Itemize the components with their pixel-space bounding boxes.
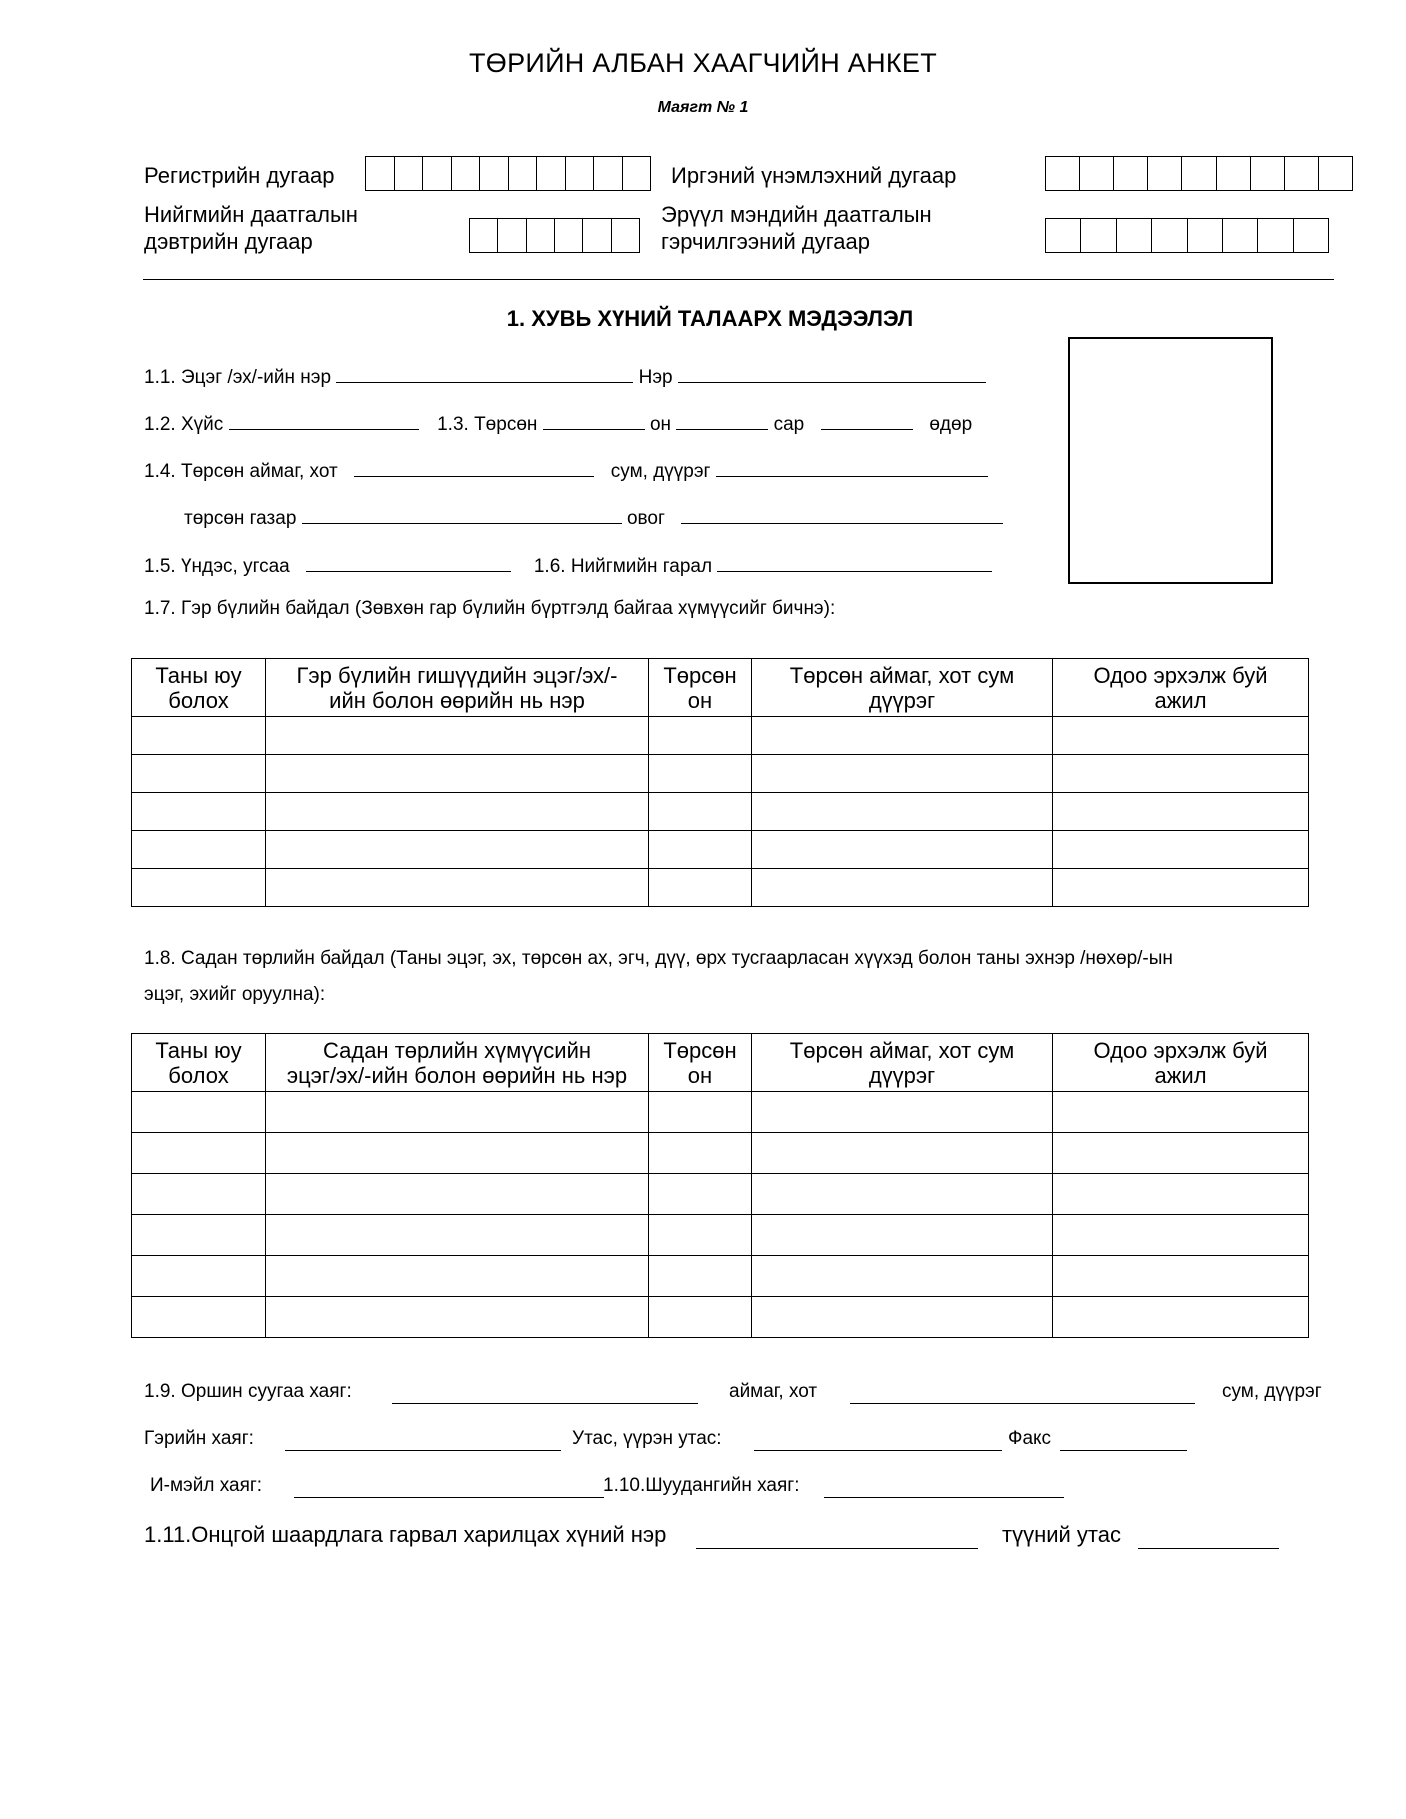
table-cell[interactable]	[752, 1092, 1053, 1133]
table-cell[interactable]	[649, 1297, 752, 1338]
table-row	[132, 1174, 1309, 1215]
gender-label: 1.2. Хүйс	[144, 414, 224, 435]
birth-month-field[interactable]	[676, 409, 768, 430]
table-row	[132, 1092, 1309, 1133]
table-cell[interactable]	[649, 1215, 752, 1256]
table-cell[interactable]	[132, 793, 266, 831]
birth-district-label: сум, дүүрэг	[610, 461, 711, 482]
table-cell[interactable]	[649, 831, 752, 869]
family-header-job: Одоо эрхэлж буй ажил	[1053, 659, 1309, 717]
table-cell[interactable]	[266, 1133, 649, 1174]
email-field[interactable]	[294, 1477, 604, 1498]
table-cell[interactable]	[649, 793, 752, 831]
table-cell[interactable]	[266, 793, 649, 831]
table-cell[interactable]	[1053, 717, 1309, 755]
table-row	[132, 1256, 1309, 1297]
table-cell[interactable]	[752, 717, 1053, 755]
table-cell[interactable]	[266, 1256, 649, 1297]
table-cell[interactable]	[266, 717, 649, 755]
table-cell[interactable]	[752, 1215, 1053, 1256]
table-row	[132, 755, 1309, 793]
name-label: Нэр	[638, 367, 673, 388]
row-birthplace	[184, 503, 1003, 530]
social-origin-field[interactable]	[717, 551, 992, 572]
table-cell[interactable]	[266, 755, 649, 793]
table-row	[132, 1133, 1309, 1174]
fax-field[interactable]	[1060, 1430, 1187, 1451]
table-cell[interactable]	[266, 1174, 649, 1215]
family-status-label: 1.7. Гэр бүлийн байдал (Зөвхөн гар бүлийн бүртгэлд байгаа хүмүүсийг бичнэ):	[144, 598, 836, 619]
family-header-name: Гэр бүлийн гишүүдийн эцэг/эх/- ийн болон өөрийн нь нэр	[266, 659, 649, 717]
register-number-boxes[interactable]	[365, 156, 651, 191]
residence-aimag-field[interactable]	[850, 1383, 1195, 1404]
ethnicity-label: 1.5. Үндэс, угсаа	[144, 556, 290, 577]
table-cell[interactable]	[266, 1092, 649, 1133]
table-cell[interactable]	[752, 1174, 1053, 1215]
table-cell[interactable]	[1053, 1215, 1309, 1256]
day-label: өдөр	[929, 414, 973, 435]
table-cell[interactable]	[649, 1133, 752, 1174]
relatives-header-year: Төрсөн он	[649, 1034, 752, 1092]
citizen-id-label: Иргэний үнэмлэхний дугаар	[671, 163, 957, 188]
residence-field[interactable]	[392, 1383, 698, 1404]
family-table-header	[132, 659, 1309, 717]
table-cell[interactable]	[266, 869, 649, 907]
emergency-phone-label: түүний утас	[1002, 1522, 1121, 1547]
social-origin-label: 1.6. Нийгмийн гарал	[533, 556, 713, 577]
citizen-id-boxes[interactable]	[1045, 156, 1353, 191]
clan-field[interactable]	[681, 503, 1003, 524]
health-insurance-label-2: гэрчилгээний дугаар	[661, 229, 870, 254]
table-cell[interactable]	[266, 1297, 649, 1338]
relatives-header-relation: Таны юу болох	[132, 1034, 266, 1092]
emergency-contact-field[interactable]	[696, 1524, 978, 1549]
table-cell[interactable]	[1053, 1092, 1309, 1133]
table-cell[interactable]	[649, 1256, 752, 1297]
clan-label: овог	[626, 508, 665, 529]
table-cell[interactable]	[649, 1092, 752, 1133]
table-cell[interactable]	[649, 1174, 752, 1215]
table-cell[interactable]	[266, 1215, 649, 1256]
table-cell[interactable]	[132, 1215, 266, 1256]
table-cell[interactable]	[1053, 1133, 1309, 1174]
birthplace-field[interactable]	[302, 503, 622, 524]
email-label: И-мэйл хаяг:	[150, 1475, 263, 1496]
table-cell[interactable]	[649, 869, 752, 907]
table-row	[132, 1215, 1309, 1256]
ethnicity-field[interactable]	[306, 551, 511, 572]
table-cell[interactable]	[132, 717, 266, 755]
fax-label: Факс	[1008, 1428, 1052, 1449]
table-cell[interactable]	[1053, 1174, 1309, 1215]
relatives-header-job: Одоо эрхэлж буй ажил	[1053, 1034, 1309, 1092]
home-address-label: Гэрийн хаяг:	[144, 1428, 254, 1449]
birth-year-field[interactable]	[543, 409, 645, 430]
social-insurance-label-2: дэвтрийн дугаар	[144, 229, 313, 254]
birth-aimag-label: 1.4. Төрсөн аймаг, хот	[144, 461, 338, 482]
birth-day-field[interactable]	[821, 409, 913, 430]
month-label: сар	[773, 414, 805, 435]
table-cell[interactable]	[1053, 1256, 1309, 1297]
table-cell[interactable]	[132, 1092, 266, 1133]
table-cell[interactable]	[752, 1256, 1053, 1297]
residence-label: 1.9. Оршин суугаа хаяг:	[144, 1381, 352, 1402]
birth-label: 1.3. Төрсөн	[437, 414, 538, 435]
residence-district-label: сум, дүүрэг	[1222, 1381, 1322, 1402]
table-cell[interactable]	[132, 831, 266, 869]
year-label: он	[649, 414, 672, 435]
health-insurance-boxes[interactable]	[1045, 218, 1329, 253]
phone-label: Утас, үүрэн утас:	[572, 1428, 722, 1449]
table-row	[132, 793, 1309, 831]
family-header-relation: Таны юу болох	[132, 659, 266, 717]
relatives-label-2: эцэг, эхийг оруулна):	[144, 984, 326, 1005]
birth-aimag-field[interactable]	[354, 456, 594, 477]
emergency-phone-field[interactable]	[1138, 1524, 1279, 1549]
table-cell[interactable]	[752, 755, 1053, 793]
relatives-header-name: Садан төрлийн хүмүүсийн эцэг/эх/-ийн болон өөрийн нь нэр	[266, 1034, 649, 1092]
table-cell[interactable]	[752, 1297, 1053, 1338]
emergency-contact-label: 1.11.Онцгой шаардлага гарвал харилцах хүний нэр	[144, 1522, 667, 1547]
birthplace-label: төрсөн газар	[184, 508, 297, 529]
postal-field[interactable]	[824, 1477, 1064, 1498]
table-cell[interactable]	[132, 1297, 266, 1338]
home-address-field[interactable]	[285, 1430, 561, 1451]
table-cell[interactable]	[1053, 869, 1309, 907]
table-cell[interactable]	[1053, 755, 1309, 793]
row-1-1	[144, 362, 986, 389]
table-cell[interactable]	[132, 1174, 266, 1215]
relatives-table	[131, 1033, 1309, 1338]
section-1-title: 1. ХУВЬ ХҮНИЙ ТАЛААРХ МЭДЭЭЛЭЛ	[506, 306, 914, 331]
table-cell[interactable]	[1053, 831, 1309, 869]
table-row	[132, 869, 1309, 907]
table-cell[interactable]	[649, 755, 752, 793]
divider	[143, 279, 1334, 280]
parent-name-field[interactable]	[336, 362, 633, 383]
photo-box	[1068, 337, 1273, 584]
name-field[interactable]	[678, 362, 986, 383]
table-cell[interactable]	[752, 869, 1053, 907]
table-cell[interactable]	[266, 831, 649, 869]
parent-name-label: 1.1. Эцэг /эх/-ийн нэр	[144, 367, 332, 388]
relatives-header-birthplace: Төрсөн аймаг, хот сум дүүрэг	[752, 1034, 1053, 1092]
table-cell[interactable]	[752, 793, 1053, 831]
form-number: Маягт № 1	[657, 99, 749, 116]
register-label: Регистрийн дугаар	[144, 163, 335, 188]
relatives-table-header	[132, 1034, 1309, 1092]
table-cell[interactable]	[132, 1133, 266, 1174]
health-insurance-label-1: Эрүүл мэндийн даатгалын	[661, 202, 932, 227]
social-insurance-boxes[interactable]	[469, 218, 640, 253]
form-title: ТӨРИЙН АЛБАН ХААГЧИЙН АНКЕТ	[468, 48, 938, 78]
family-header-birthplace: Төрсөн аймаг, хот сум дүүрэг	[752, 659, 1053, 717]
table-cell[interactable]	[1053, 793, 1309, 831]
table-cell[interactable]	[132, 869, 266, 907]
table-row	[132, 717, 1309, 755]
row-1-4	[144, 456, 988, 483]
social-insurance-label-1: Нийгмийн даатгалын	[144, 202, 358, 227]
table-row	[132, 1297, 1309, 1338]
postal-label: 1.10.Шуудангийн хаяг:	[603, 1475, 800, 1496]
table-cell[interactable]	[132, 755, 266, 793]
table-row	[132, 831, 1309, 869]
table-cell[interactable]	[752, 831, 1053, 869]
row-1-5	[144, 551, 992, 578]
relatives-label-1: 1.8. Садан төрлийн байдал (Таны эцэг, эх, төрсөн ах, эгч, дүү, өрх тусгаарласан хүүхэд болон таны эхнэр /нөхөр/-ын	[144, 948, 1173, 969]
birth-district-field[interactable]	[716, 456, 988, 477]
family-table	[131, 658, 1309, 907]
gender-field[interactable]	[229, 409, 419, 430]
table-cell[interactable]	[752, 1133, 1053, 1174]
table-cell[interactable]	[132, 1256, 266, 1297]
family-header-year: Төрсөн он	[649, 659, 752, 717]
table-cell[interactable]	[1053, 1297, 1309, 1338]
row-1-2	[144, 409, 972, 436]
table-cell[interactable]	[649, 717, 752, 755]
residence-aimag-label: аймаг, хот	[729, 1381, 818, 1402]
phone-field[interactable]	[754, 1430, 1002, 1451]
